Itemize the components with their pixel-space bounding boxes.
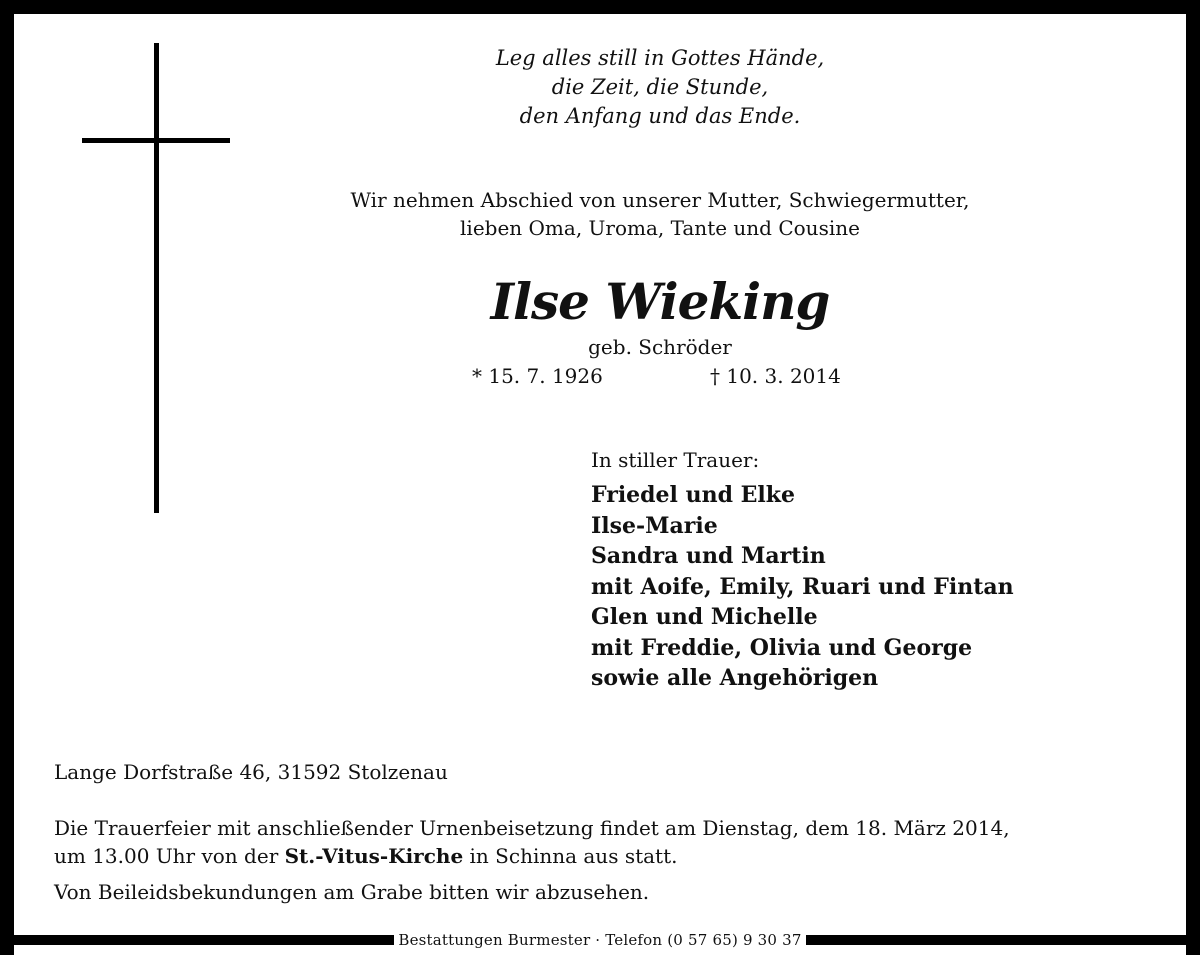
- intro-text: [260, 186, 1060, 242]
- mourner-line: Glen und Michelle: [591, 604, 818, 630]
- mourner-line: sowie alle Angehörigen: [591, 665, 879, 691]
- verse-line: den Anfang und das Ende.: [519, 104, 801, 128]
- verse-line: die Zeit, die Stunde,: [551, 75, 769, 99]
- service-line: [54, 842, 1010, 870]
- deceased-name: Ilse Wieking: [490, 272, 830, 331]
- service-text: um 13.00 Uhr von der: [54, 844, 285, 868]
- verse-line: Leg alles still in Gottes Hände,: [495, 46, 825, 70]
- intro-line: Wir nehmen Abschied von unserer Mutter, Schwiegermutter,: [350, 188, 970, 212]
- mourners-list: [591, 480, 1014, 694]
- mourner-line: Friedel und Elke: [591, 482, 795, 508]
- mourner-line: Sandra und Martin: [591, 543, 826, 569]
- birth-name: geb. Schröder: [588, 335, 732, 359]
- service-line: Die Trauerfeier mit anschließender Urnenbeisetzung findet am Dienstag, dem 18. März 2014,: [54, 816, 1010, 840]
- address: Lange Dorfstraße 46, 31592 Stolzenau: [54, 760, 448, 784]
- condolence-note: Von Beileidsbekundungen am Grabe bitten wir abzusehen.: [54, 880, 650, 904]
- service-info: [54, 814, 1010, 870]
- birth-date: * 15. 7. 1926: [472, 364, 603, 388]
- footer: [0, 933, 1200, 948]
- intro-line: lieben Oma, Uroma, Tante und Cousine: [460, 216, 860, 240]
- cross-icon: [154, 43, 159, 513]
- mourner-line: Ilse-Marie: [591, 512, 718, 539]
- mourner-line: mit Freddie, Olivia und George: [591, 634, 973, 661]
- mourner-line: mit Aoife, Emily, Ruari und Fintan: [591, 573, 1014, 600]
- death-date: † 10. 3. 2014: [710, 364, 841, 388]
- mourning-label: In stiller Trauer:: [591, 448, 760, 472]
- cross-icon-bar: [82, 138, 230, 143]
- church-name: St.-Vitus-Kirche: [284, 844, 464, 868]
- verse: [260, 44, 1060, 131]
- undertaker-line: Bestattungen Burmester · Telefon (0 57 65) 9 30 37: [394, 933, 805, 948]
- service-text: in Schinna aus statt.: [463, 844, 678, 868]
